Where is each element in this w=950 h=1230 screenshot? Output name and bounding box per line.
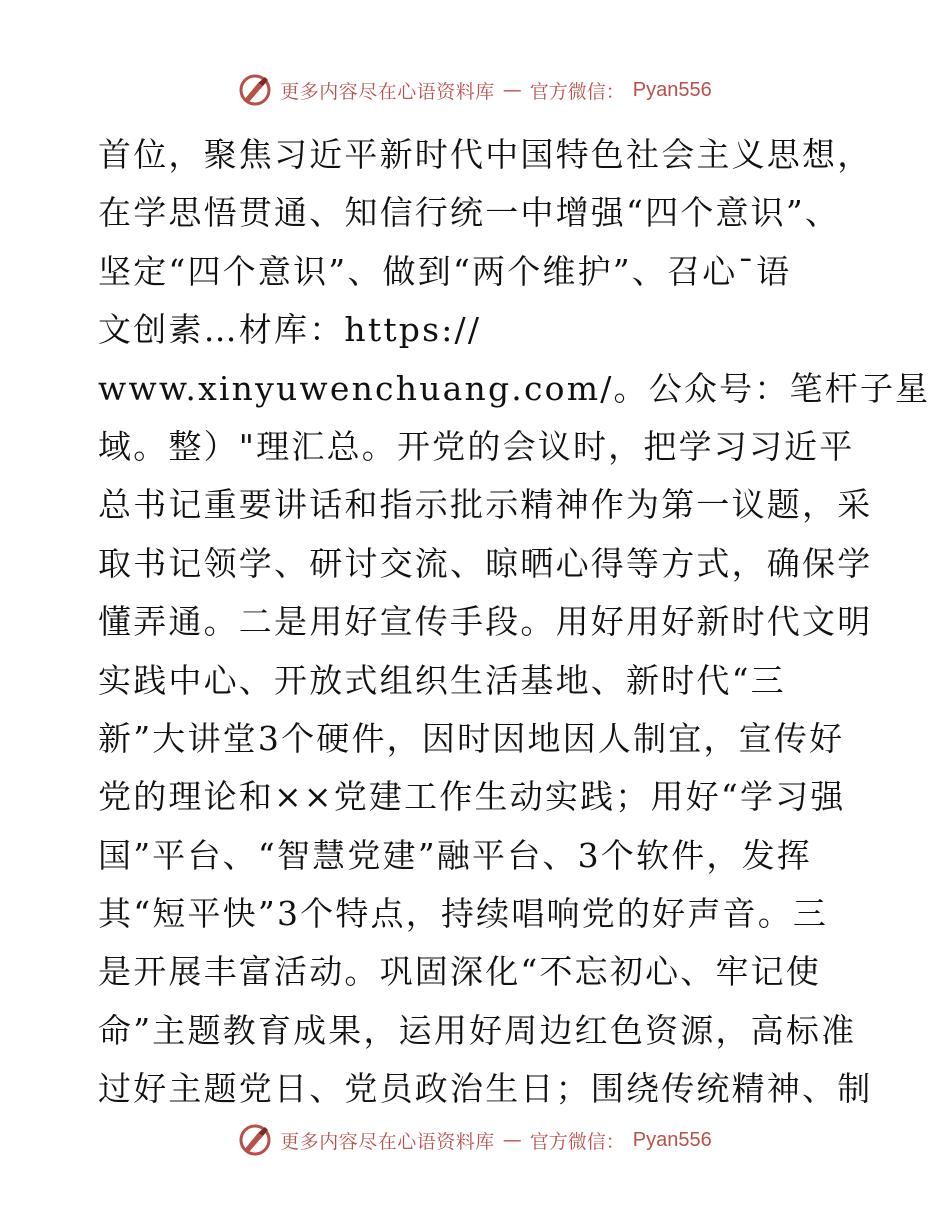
text-line: 党的理论和××党建工作生动实践；用好“学习强 bbox=[98, 777, 846, 817]
text-line: 坚定“四个意识”、做到“两个维护”、召心¯语 bbox=[98, 251, 792, 291]
footer-separator: — bbox=[502, 1129, 522, 1151]
footer-banner bbox=[0, 1120, 950, 1160]
text-line: 域。整）"理汇总。开党的会议时，把学习习近平 bbox=[98, 426, 855, 466]
text-line: 文创素…材库：https:// bbox=[98, 310, 482, 350]
header-site-text: 更多内容尽在心语资料库 bbox=[280, 80, 495, 103]
header-wechat-label: 官方微信： bbox=[529, 80, 625, 103]
footer-site-text: 更多内容尽在心语资料库 bbox=[280, 1130, 495, 1153]
text-line: 是开展丰富活动。巩固深化“不忘初心、牢记使 bbox=[98, 952, 822, 992]
header-separator: — bbox=[502, 79, 522, 101]
text-line: 实践中心、开放式组织生活基地、新时代“三 bbox=[98, 660, 786, 700]
pen-logo-icon bbox=[238, 1123, 272, 1157]
body-text bbox=[98, 126, 931, 1119]
text-line: 首位，聚焦习近平新时代中国特色社会主义思想， bbox=[98, 135, 873, 174]
text-line: 命”主题教育成果，运用好周边红色资源，高标准 bbox=[98, 1010, 857, 1050]
text-line: 懂弄通。二是用好宣传手段。用好用好新时代文明 bbox=[98, 602, 873, 642]
header-banner bbox=[0, 70, 950, 110]
text-line: 国”平台、“智慧党建”融平台、3个软件，发挥 bbox=[98, 835, 813, 875]
text-line: 在学思悟贯通、知信行统一中增强“四个意识”、 bbox=[98, 193, 841, 233]
footer-wechat-id: Pyan556 bbox=[632, 1128, 712, 1151]
pen-logo-icon bbox=[238, 73, 272, 107]
text-line: 新”大讲堂3个硬件，因时因地因人制宜，宣传好 bbox=[98, 718, 845, 758]
footer-wechat-label: 官方微信： bbox=[529, 1130, 625, 1153]
text-line: 取书记领学、研讨交流、晾晒心得等方式，确保学 bbox=[98, 543, 873, 583]
header-wechat-id: Pyan556 bbox=[632, 78, 712, 101]
text-line: 其“短平快”3个特点，持续唱响党的好声音。三 bbox=[98, 894, 829, 934]
text-line: 过好主题党日、党员政治生日；围绕传统精神、制 bbox=[98, 1069, 873, 1109]
text-line: 总书记重要讲话和指示批示精神作为第一议题，采 bbox=[98, 485, 873, 525]
text-line: www.xinyuwenchuang.com/。公众号：笔杆子星 bbox=[98, 368, 931, 408]
